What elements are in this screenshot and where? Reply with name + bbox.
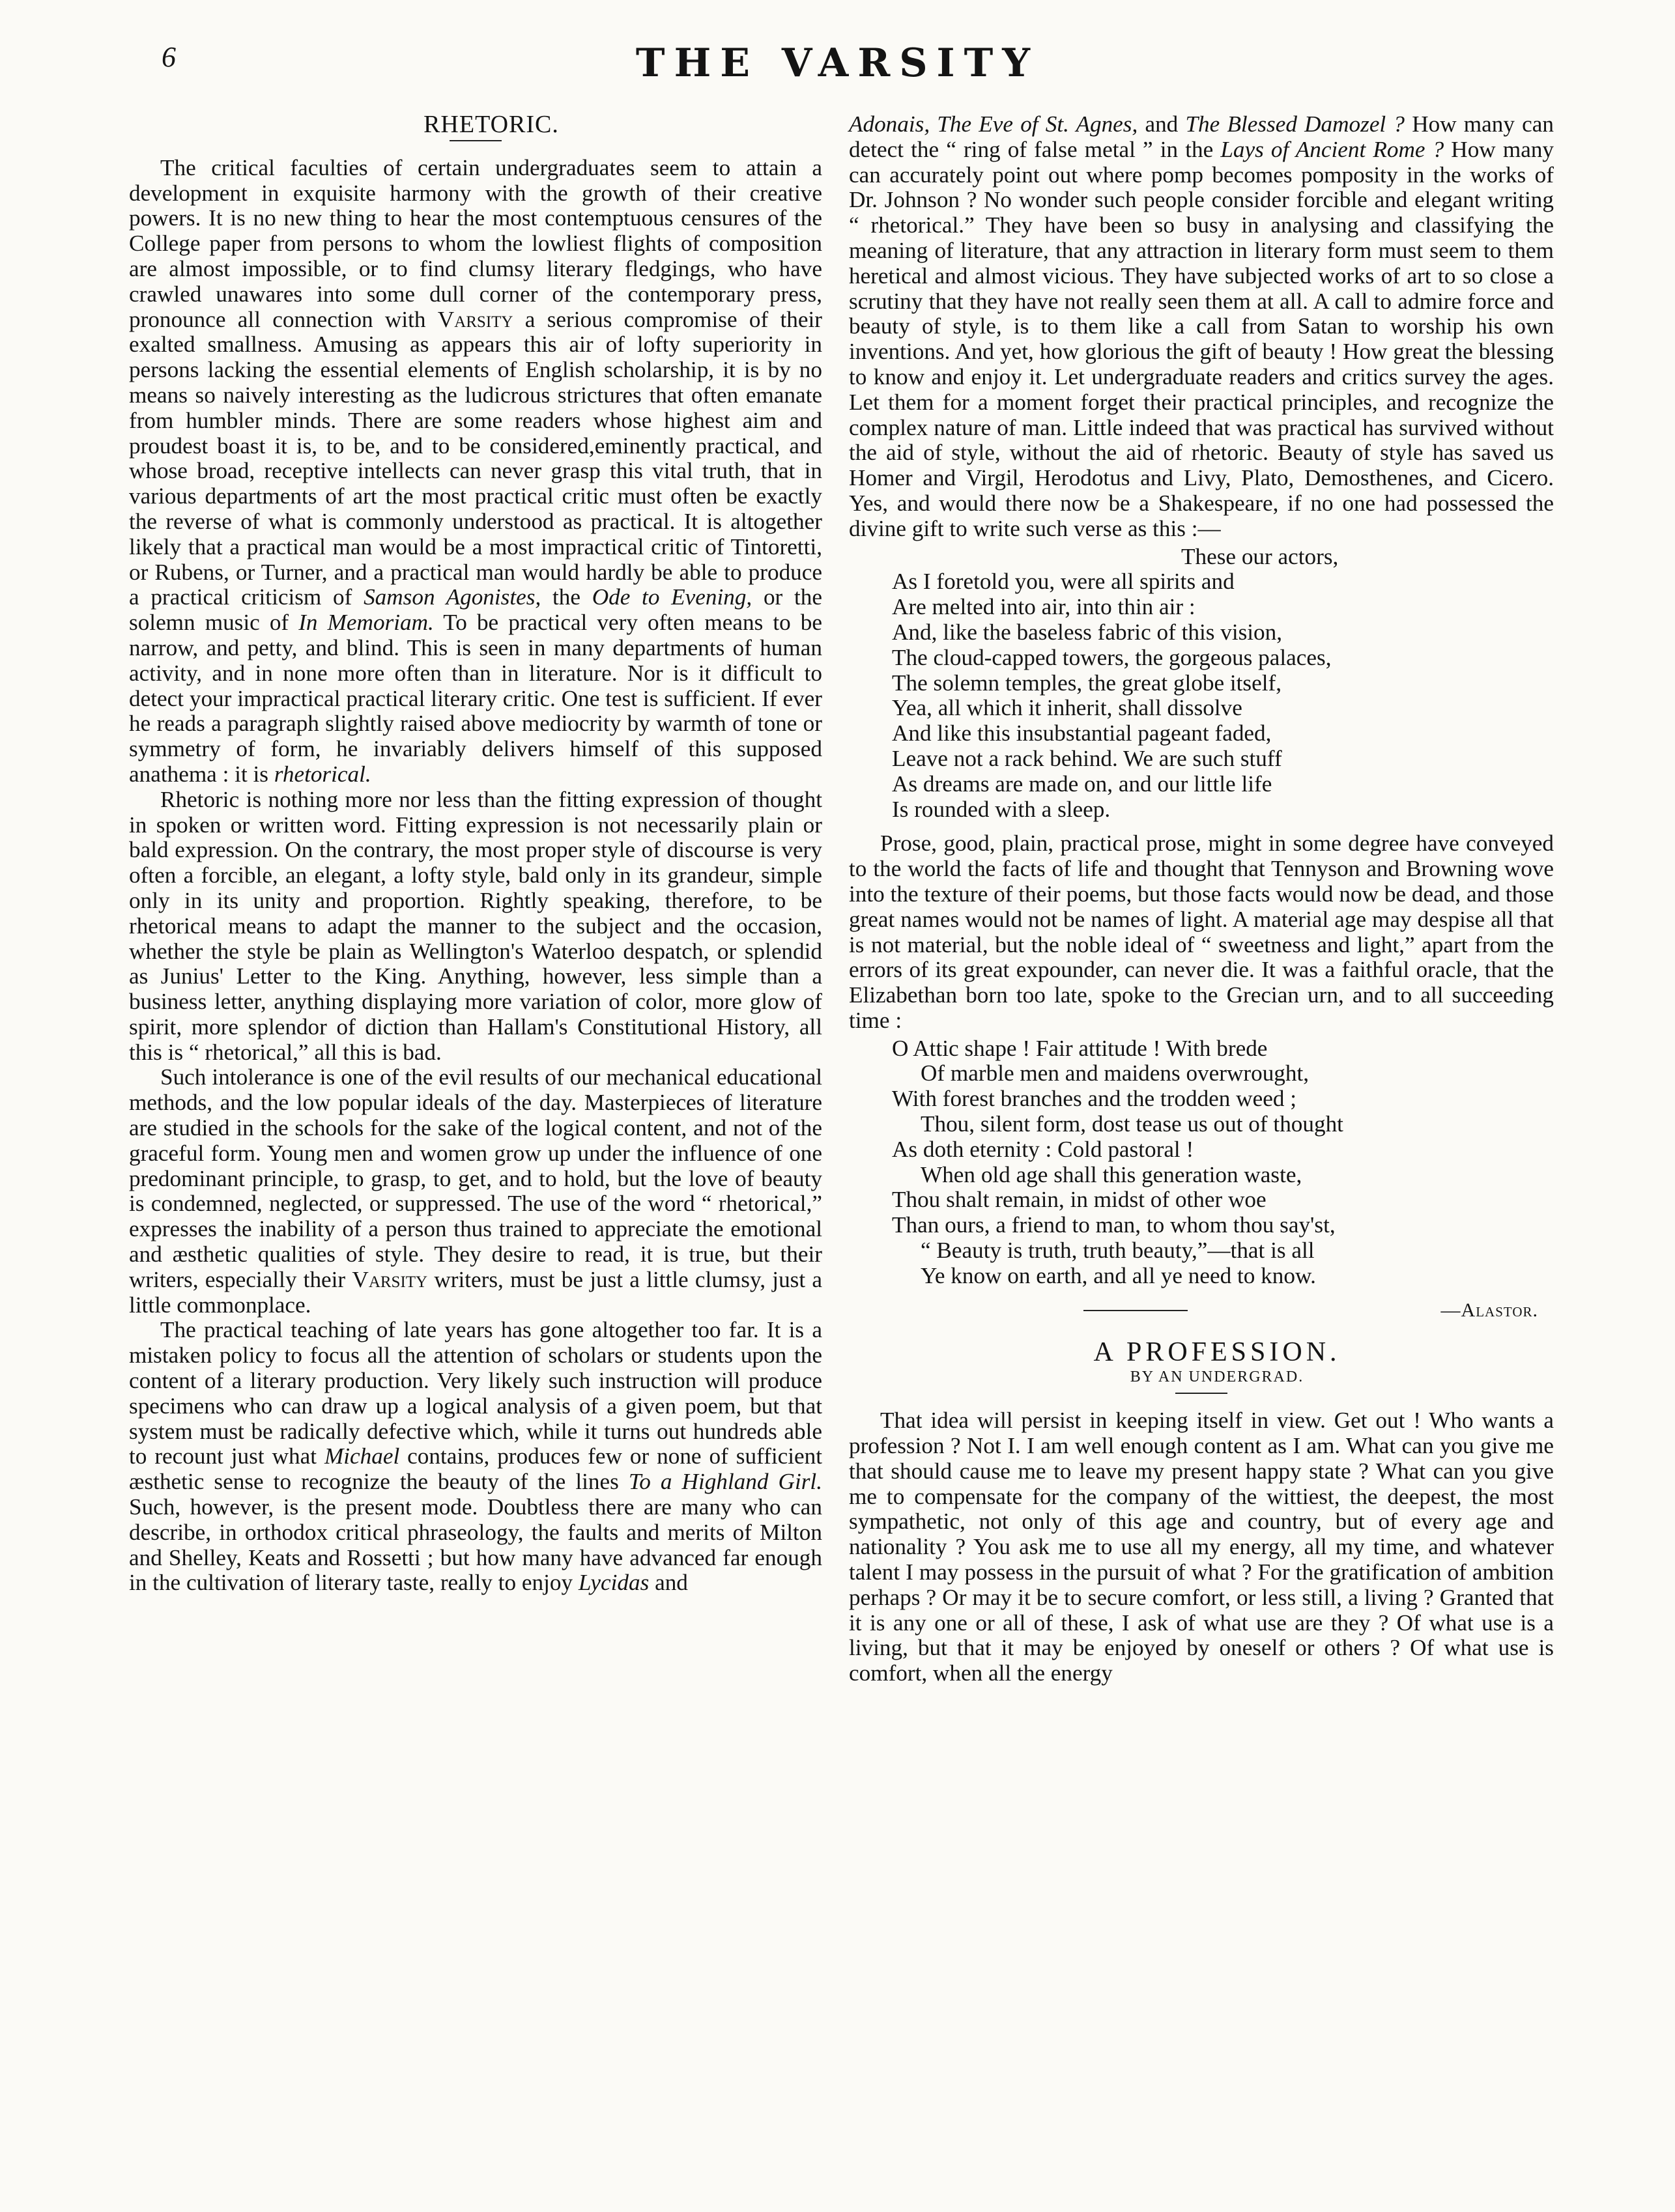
verse-line: O Attic shape ! Fair attitude ! With brede [892, 1035, 1268, 1061]
verse-line: The cloud-capped towers, the gorgeous palaces, [892, 644, 1332, 670]
verse-line: Is rounded with a sleep. [892, 796, 1111, 822]
rhetoric-paragraph-1: The critical faculties of certain undergraduates seem to attain a development in exquisite harmony with the growth of their creative powers. It is no new thing to hear the most contemptuous censures of the College paper from persons to whom the lowliest flights of composition are almost impossible, or to find clumsy literary fledgings, who have crawled unawares into some dull corner of the contemporary press, pronounce all connection with Varsity a serious compromise of their exalted smallness. Amusing as appears this air of lofty superiority in persons lacking the essential elements of English scholarship, it is by no means so naively interesting as the ludicrous strictures that often emanate from humbler minds. There are some readers whose highest aim and proudest boast it is, to be, and to be considered,eminently practical, and whose broad, receptive intellects can never grasp this vital truth, that in various departments of art the most practical critic must often be exactly the reverse of what is commonly understood as practical. It is altogether likely that a practical man would be a most impractical critic of Tintoretti, or Rubens, or Turner, and a practical man would hardly be able to produce a practical criticism of Samson Agonistes, the Ode to Evening, or the solemn music of In Memoriam. To be practical very often means to be narrow, and petty, and blind. This is seen in many departments of human activity, and in none more often than in literature. Nor is it difficult to detect your impractical practical literary critic. One test is sufficient. If ever he reads a paragraph slightly raised above mediocrity by warmth of tone or symmetry of form, he invariably delivers himself of this supposed anathema : it is rhetorical. [129, 154, 823, 787]
rhetoric-paragraph-3: Such intolerance is one of the evil results of our mechanical educational methods, and the low popular ideals of the day. Masterpieces of literature are studied in the schools for the sake of the logical content, and not of the graceful form. Young men and women grow up under the influence of one predominant principle, to grasp, to get, and to hold, but the love of beauty is condemned, neglected, or suppressed. The use of the word “ rhetorical,” expresses the inability of a person thus trained to appreciate the emotional and æsthetic qualities of style. They desire to read, it is true, but their writers, especially their Varsity writers, must be just a little clumsy, just a little commonplace. [129, 1064, 823, 1318]
verse-line: With forest branches and the trodden weed ; [892, 1086, 1296, 1112]
verse-line: These our actors, [1181, 543, 1339, 569]
signature-row [849, 1298, 1554, 1320]
verse-line: Leave not a rack behind. We are such stuff [892, 745, 1282, 771]
verse-line: The solemn temples, the great globe itself, [892, 670, 1282, 696]
verse-line: Are melted into air, into thin air : [892, 594, 1195, 620]
rhetoric-paragraph-2: Rhetoric is nothing more nor less than the fitting expression of thought in spoken or written word. Fitting expression is not necessarily plain or bald expression. On the contrary, the most proper style of discourse is very often a forcible, an elegant, a lofty style, bald only in its grandeur, simple only in its unity and proportion. Rightly speaking, therefore, to be rhetorical means to adapt the manner to the subject and the occasion, whether the style be plain as Wellington's Waterloo despatch, or splendid as Junius' Letter to the King. Anything, however, less simple than a business letter, anything displaying more variation of color, more glow of spirit, more splendor of diction than Hallam's Constitutional History, all this is “ rhetorical,” all this is bad. [129, 786, 822, 1065]
verse-line: And, like the baseless fabric of this vision, [892, 619, 1283, 645]
byline-rule [1175, 1393, 1227, 1394]
verse-quotation-tempest [892, 545, 1554, 823]
article-title-rhetoric: RHETORIC. [423, 111, 559, 138]
right-column [849, 112, 1554, 1686]
verse-line: Thou shalt remain, in midst of other woe [892, 1187, 1267, 1213]
verse-line: Than ours, a friend to man, to whom thou say'st, [892, 1212, 1336, 1238]
verse-line: As dreams are made on, and our little life [892, 771, 1272, 797]
verse-line: “ Beauty is truth, truth beauty,”—that is all [921, 1238, 1315, 1264]
profession-paragraph-1: That idea will persist in keeping itself in view. Get out ! Who wants a profession ? Not I. I am well enough content as I am. What can you give me that should cause me to leave my present happy state ? What can you give me to compensate for the company of the wittiest, the deepest, the most sympathetic, not only of this age and country, but of every age and nationality ? You ask me to use all my energy, all my time, and whatever talent I may possess in the pursuit of what ? For the gratification of ambition perhaps ? Or may it be to secure comfort, or less still, a living ? Granted that it is any one or all of these, I ask of what use are they ? Of what use is a living, but that it may be enjoyed by oneself or others ? Of what use is comfort, when all the energy [849, 1408, 1554, 1686]
closing-rule [1083, 1310, 1188, 1311]
left-column [129, 112, 822, 1596]
verse-line: Ye know on earth, and all ye need to know. [921, 1262, 1316, 1288]
rhetoric-paragraph-6: Prose, good, plain, practical prose, might in some degree have conveyed to the world the facts of life and thought that Tennyson and Browning wove into the texture of their poems, but those facts would now be dead, and those great names would not be names of light. A material age may despise all that is not material, but the noble ideal of “ sweetness and light,” apart from the errors of its great expounder, can never die. It was a faithful oracle, that the Elizabethan born too late, spoke to the Grecian urn, and to all succeeding time : [849, 830, 1554, 1033]
page-number: 6 [162, 41, 176, 73]
rhetoric-paragraph-5: Adonais, The Eve of St. Agnes, and The Blessed Damozel ? How many can detect the “ ring of false metal ” in the Lays of Ancient Rome ? How many can accurately point out where pomp becomes pomposity in the works of Dr. Johnson ? No wonder such people consider forcible and elegant writing “ rhetorical.” They have been so busy in analysing and classifying the meaning of literature, that any attraction in literary form must seem to them heretical and almost vicious. They have subjected works of art to so close a scrutiny that they have not really seen them at all. A call to admire force and beauty of style, is to them like a call from Satan to worship his own inventions. And yet, how glorious the gift of beauty ! How great the blessing to know and enjoy it. Let undergraduate readers and critics survey the ages. Let them for a moment forget their practical principles, and recognize the complex nature of man. Little indeed that was practical has survived without the aid of style, without the aid of rhetoric. Beauty of style has saved us Homer and Virgil, Herodotus and Livy, Plato, Demosthenes, and Cicero. Yes, and would there now be a Shakespeare, if no one had possessed the divine gift to write such verse as this :— [849, 111, 1554, 541]
verse-line: Of marble men and maidens overwrought, [921, 1060, 1310, 1086]
title-rule [450, 140, 502, 141]
verse-line: As I foretold you, were all spirits and [892, 569, 1235, 595]
article-byline: BY AN UNDERGRAD. [1130, 1368, 1304, 1386]
article-title-profession: A PROFESSION. [1093, 1337, 1341, 1367]
verse-quotation-grecian-urn [892, 1036, 1554, 1289]
verse-line: And like this insubstantial pageant faded, [892, 720, 1272, 746]
rhetoric-paragraph-4: The practical teaching of late years has gone altogether too far. It is a mistaken policy to focus all the attention of scholars or students upon the content of a literary production. Very likely such instruction will produce specimens who can draw up a logical analysis of a given poem, but that system must be radically defective which, while it turns out hundreds able to recount just what Michael contains, produces few or none of sufficient æsthetic sense to recognize the beauty of the lines To a Highland Girl. Such, however, is the present mode. Doubtless there are many who can describe, in orthodox critical phraseology, the faults and merits of Milton and Shelley, Keats and Rossetti ; but how many have advanced far enough in the cultivation of literary taste, really to enjoy Lycidas and [129, 1317, 822, 1596]
verse-line: Yea, all which it inherit, shall dissolve [892, 695, 1242, 721]
verse-line: As doth eternity : Cold pastoral ! [892, 1136, 1194, 1162]
verse-line: Thou, silent form, dost tease us out of thought [921, 1111, 1343, 1137]
author-signature: —Alastor. [1440, 1299, 1538, 1321]
masthead: THE VARSITY [635, 40, 1040, 86]
verse-line: When old age shall this generation waste, [921, 1161, 1302, 1187]
